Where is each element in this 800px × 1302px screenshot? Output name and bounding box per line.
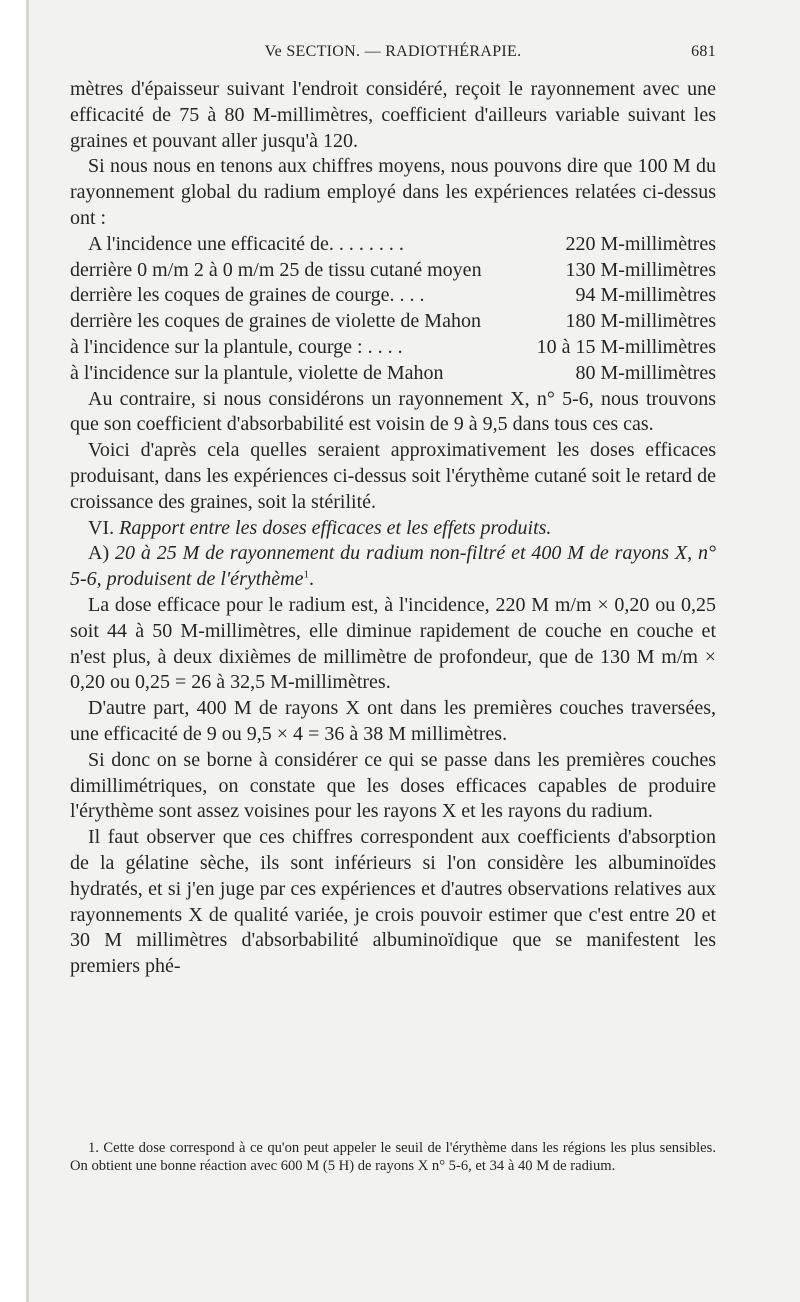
list-item-value: 180 M-millimètres	[565, 310, 716, 333]
list-item	[70, 335, 716, 361]
paragraph-1: mètres d'épaisseur suivant l'endroit considéré, reçoit le rayonnement avec une efficacité de 75 à 80 M-millimètres, coefficient d'ailleurs variable suivant les graines et pouvant aller jusqu'à 120.	[70, 78, 716, 152]
paragraph-3: Au contraire, si nous considérons un rayonnement X, n° 5-6, nous trouvons que son coefficient d'absorbabilité est voisin de 9 à 9,5 dans tous ces cas.	[70, 387, 716, 436]
paragraph-2: Si nous nous en tenons aux chiffres moyens, nous pouvons dire que 100 M du rayonnement global du radium employé dans les expériences relatées ci-dessus ont :	[70, 155, 716, 229]
page-body	[70, 77, 716, 980]
paragraph-4: Voici d'après cela quelles seraient approximativement les doses efficaces produisant, dans les expériences ci-dessus soit l'érythème cutané soit le retard de croissance des graines, soit la stérilité.	[70, 439, 716, 513]
list-item-label: derrière les coques de graines de courge. . . .	[70, 284, 425, 307]
list-item	[70, 361, 716, 387]
list-item	[70, 309, 716, 335]
list-item	[70, 258, 716, 284]
footnote-body	[70, 1140, 716, 1175]
list-item-label: derrière 0 m/m 2 à 0 m/m 25 de tissu cutané moyen	[70, 258, 482, 281]
list-item-label: à l'incidence sur la plantule, violette de Mahon	[70, 361, 444, 384]
section-title: Rapport entre les doses efficaces et les effets produits.	[119, 516, 552, 539]
efficacy-list	[70, 232, 716, 387]
running-title: Ve SECTION. — RADIOTHÉRAPIE.	[264, 43, 522, 60]
list-item-value: 94 M-millimètres	[575, 284, 716, 307]
list-item-value: 220 M-millimètres	[565, 232, 716, 255]
subsection-text: 20 à 25 M de rayonnement du radium non-filtré et 400 M de rayons X, n° 5-6, produisent de l'érythème	[70, 542, 716, 591]
list-item-label: à l'incidence sur la plantule, courge : . . . .	[70, 335, 403, 358]
footnote-text: Cette dose correspond à ce qu'on peut appeler le seuil de l'érythème dans les régions les plus sensibles. On obtient une bonne réaction avec 600 M (5 H) de rayons X n° 5-6, et 34 à 40 M de radium.	[70, 1140, 716, 1174]
section-number: VI.	[88, 516, 115, 539]
footnote-ref[interactable]: 1	[303, 568, 309, 581]
subsection-a: A) 20 à 25 M de rayonnement du radium non-filtré et 400 M de rayons X, n° 5-6, produisent de l'érythème$^1$.	[70, 542, 716, 591]
footnote	[70, 1140, 716, 1175]
paragraph-6: D'autre part, 400 M de rayons X ont dans les premières couches traversées, une efficacité de 9 ou 9,5 × 4 = 36 à 38 M millimètres.	[70, 697, 716, 745]
list-item	[70, 283, 716, 309]
list-item-value: 130 M-millimètres	[565, 258, 716, 281]
list-item	[70, 232, 716, 258]
list-item-label: A l'incidence une efficacité de. . . . . . . .	[88, 232, 404, 255]
paragraph-7: Si donc on se borne à considérer ce qui se passe dans les premières couches dimillimétriques, on constate que les doses efficaces capables de produire l'érythème sont assez voisines pour les rayons X et les rayons du radium.	[70, 748, 716, 823]
footnote-marker: 1.	[88, 1140, 99, 1156]
subsection-label: A)	[88, 542, 110, 565]
list-item-value: 80 M-millimètres	[575, 361, 716, 384]
list-item-value: 10 à 15 M-millimètres	[536, 335, 716, 358]
running-header	[70, 43, 716, 67]
paragraph-5: La dose efficace pour le radium est, à l'incidence, 220 M m/m × 0,20 ou 0,25 soit 44 à 50 M-millimètres, elle diminue rapidement de couche en couche et n'est plus, à deux dixièmes de millimètre de profondeur, que de 130 M m/m × 0,20 ou 0,25 = 26 à 32,5 M-millimètres.	[70, 593, 716, 694]
page-number: 681	[691, 43, 716, 60]
page-edge	[26, 0, 29, 1302]
paragraph-8: Il faut observer que ces chiffres correspondent aux coefficients d'absorption de la gélatine sèche, ils sont inférieurs si l'on considère les albuminoïdes hydratés, et si j'en juge par ces expériences et d'autres observations relatives aux rayonnements X de qualité variée, je crois pouvoir estimer que c'est entre 20 et 30 M millimètres d'absorbabilité albuminoïdique que se manifestent les premiers phé-	[70, 826, 716, 978]
section-heading	[70, 516, 716, 542]
list-item-label: derrière les coques de graines de violette de Mahon	[70, 310, 481, 333]
